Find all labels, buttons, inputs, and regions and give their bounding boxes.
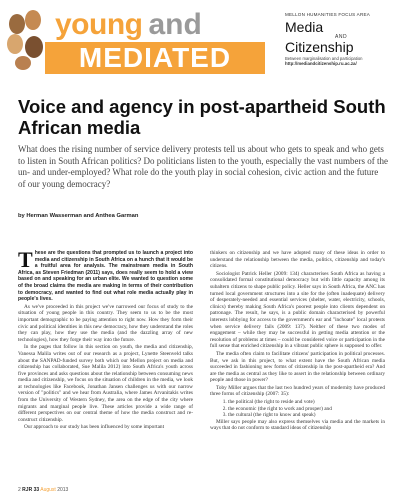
list-item: 1. the political (the right to reside and vote) xyxy=(228,399,385,406)
body-paragraph: Toby Miller argues that the last two hundred years of modernity have produced three forms of citizenship (2007: 35): xyxy=(210,384,385,398)
body-paragraph: The media often claim to facilitate citizens' participation in political processes. But, we ask in this project, to what extent have the South African media succeeded in fashioning new forms of citizenship in the post-apartheid era? And are the media as central as they like to assert in the relationship between ordinary people and those in power? xyxy=(210,350,385,384)
title-young: young xyxy=(55,8,143,41)
face-2 xyxy=(25,10,41,30)
article-byline: by Herman Wasserman and Anthea Garman xyxy=(18,213,139,219)
focus-url: http://mediandcitizenship.ru.ac.za/ xyxy=(285,61,357,66)
masthead-banner xyxy=(0,0,403,80)
body-paragraph: Our approach to our study has been influenced by some important xyxy=(24,424,165,431)
face-3 xyxy=(7,34,23,54)
focus-tagline: Between marginalisation and participation xyxy=(285,56,363,61)
list-item: 3. the cultural (the right to know and speak) xyxy=(228,412,385,419)
article-column-left xyxy=(18,247,193,432)
section-title xyxy=(45,10,270,72)
body-paragraph: thinkers on citizenship and we have adopted many of these ideas in order to understand the relationship between the media, politics, citizenship and today's citizens. xyxy=(210,250,385,270)
lead-text: hese are the questions that prompted us to launch a project into media and citizenship in South Africa on a hunch that it would be a fruitful area for analysis. The mainstream media in South Africa, as Steven Friedman (2011) says, does really seem to hold a view based on and speaking for an urban elite. We wanted to question some of the broad claims the media are making in terms of their contribution to democracy, and wanted to find out what role media actually play in people's lives. xyxy=(18,250,193,303)
article-headline: Voice and agency in post-apartheid South African media xyxy=(18,96,386,138)
body-paragraph: As we've proceeded in this project we've narrowed our focus of study to the situation of young people in this country. They seem to us to be the most important demographic to be paying attention to right now. How they form their civic and political identities in this new democracy, how they understand the roles they can play, how they use the media (and the dazzling array of new technologies), how they forge their way into the future. xyxy=(18,303,193,343)
magazine-name: RJR 33 xyxy=(22,487,40,493)
article-standfirst: What does the rising number of service delivery protests tell us about who gets to speak and who gets to listen in South African politics? Do politicians listen to the youth, especially the vast numbers of the un- and under-employed? What role do the youth play in social cohesion, civic action and the future of our young democracy? xyxy=(18,144,388,189)
drop-cap: T xyxy=(18,247,33,272)
citizenship-forms-list xyxy=(210,399,385,419)
focus-area-label: MELLON HUMANITIES FOCUS AREA xyxy=(285,12,370,17)
issue-year: 2013 xyxy=(57,487,69,493)
list-item: 2. the economic (the right to work and prosper) and xyxy=(228,406,385,413)
article-column-right xyxy=(210,250,385,433)
mediated-box xyxy=(45,42,265,74)
focus-citizenship-word: Citizenship xyxy=(285,39,354,55)
page-footer xyxy=(18,487,68,493)
young-and-line xyxy=(55,10,202,40)
body-paragraph: In the pages that follow in this section on youth, the media and citizenship, Vanessa Malila writes out of our research as a project, Lynette Steenveld talks about the SANPAD-funded survey both which our Mellon project on media and citizenship has collaborated, Sue Malila 2012) into South Africa's youth across five provinces and asks questions about the relationship between consuming news media and citizenship, we focus on the situation of children in the media, we look at technologies like Facebook, Jonathan Jansen challenges us with our narrow version of "politics" and we hear from Australia, where James Arvanitakis writes from the University of Western Sydney, the area on the edge of the city where migrants and marginal people live. These articles provide a wide range of different perspectives on our central theme of how the media construct and re-construct citizenship. xyxy=(18,344,193,423)
face-5 xyxy=(15,56,31,70)
body-paragraph: Sociologist Patrick Heller (2009: 134) characterises South Africa as having a consolidated formal constitutional democracy but with little capacity among its subaltern citizens to shape public policy. Heller says in South Africa, the ANC has turned local government structures into a site for the (often inadequate) delivery of desperately-needed and essential services (shelter, water, electricity, schools, clinics) thereby making South Africa's poorest people into clients dependent on patronage. The result, he says, is a public domain characterised by powerful interests lobbying for access to the government's ear and "inchoate" local protests when service delivery fails (2009: 137). Neither of these two modes of engagement – while they may be successful in getting media attention or the resolution of problems at times – could be considered voice or participation in the full sense that enriched citizenship in a vibrant public sphere is supposed to offer. xyxy=(210,270,385,350)
face-4 xyxy=(25,36,43,58)
body-paragraph: Miller says people may also express themselves via media and the markets in ways that do not conform to standard ideas of citizenship xyxy=(210,418,385,432)
focus-area-logo xyxy=(285,12,400,66)
issue-month: August xyxy=(40,487,56,493)
title-and: and xyxy=(148,8,202,41)
lead-paragraph xyxy=(18,247,193,303)
page-number: 2 xyxy=(18,487,21,493)
face-1 xyxy=(9,14,25,34)
title-mediated: MEDIATED xyxy=(78,42,232,73)
focus-media-word: Media xyxy=(285,19,324,35)
focus-and-word: AND xyxy=(335,34,348,40)
youth-faces-collage xyxy=(7,10,45,70)
